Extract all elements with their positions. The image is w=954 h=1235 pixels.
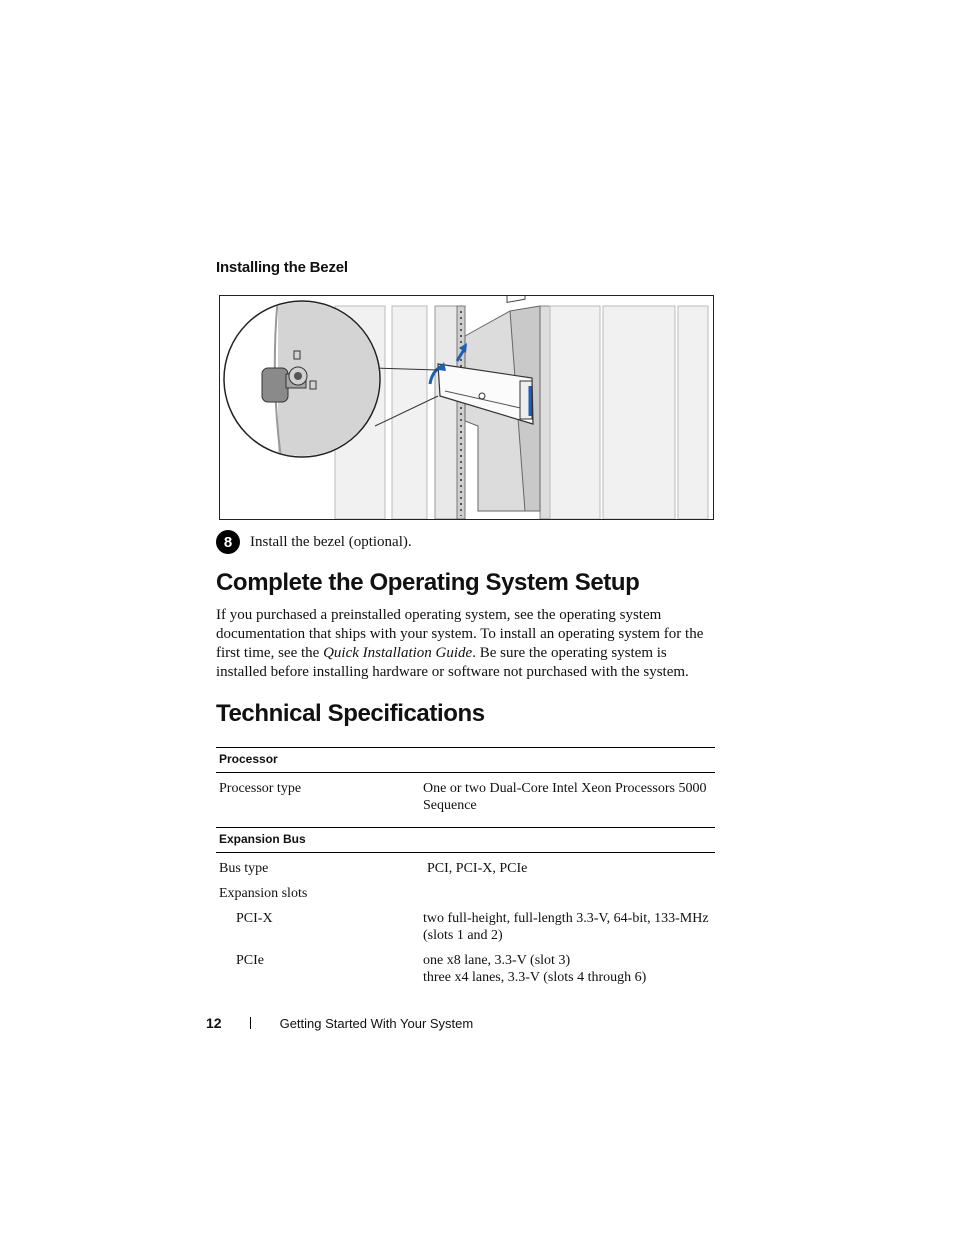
section-subheading: Installing the Bezel: [216, 259, 348, 276]
page-number: 12: [206, 1015, 222, 1031]
step-text: Install the bezel (optional).: [250, 533, 412, 550]
footer-title: Getting Started With Your System: [279, 1015, 474, 1031]
bus-type-row: [216, 860, 715, 877]
footer-divider: [250, 1017, 251, 1029]
heading-technical-specifications: Technical Specifications: [216, 700, 485, 727]
pcix-label: PCI-X: [236, 911, 273, 926]
bus-type-value: PCI, PCI-X, PCIe: [427, 861, 528, 876]
expansion-bus-section-header: Expansion Bus: [216, 827, 715, 853]
processor-type-value: One or two Dual-Core Intel Xeon Processors 5000 Sequence: [423, 781, 707, 813]
paragraph-text-1: If you purchased a preinstalled operating system, see the operating system documentation that ships with your system. To install an operating system for the first time, see the: [216, 607, 704, 661]
pcix-row: [216, 910, 715, 944]
pcie-row: [216, 952, 715, 986]
os-setup-paragraph: [216, 606, 716, 682]
paragraph-text-2: . Be sure the operating system is installed before installing hardware or software not purchased with the system.: [216, 645, 689, 680]
pcie-value: [423, 952, 715, 986]
pcix-value: two full-height, full-length 3.3-V, 64-bit, 133-MHz (slots 1 and 2): [423, 911, 709, 943]
quick-installation-guide-reference: Quick Installation Guide: [323, 645, 473, 661]
pcie-value-line-1: one x8 lane, 3.3-V (slot 3): [423, 953, 571, 968]
expansion-slots-label: Expansion slots: [219, 886, 308, 901]
processor-section-header: Processor: [216, 747, 715, 773]
specifications-table: [216, 747, 715, 986]
bus-type-label: Bus type: [219, 861, 269, 876]
step-number-badge: 8: [216, 530, 240, 554]
heading-os-setup: Complete the Operating System Setup: [216, 569, 640, 596]
bezel-installation-figure: [219, 295, 714, 520]
pcie-label: PCIe: [236, 953, 264, 968]
page-footer: [206, 1015, 473, 1031]
expansion-slots-row: [216, 885, 715, 902]
step-8: [216, 530, 412, 554]
pcie-value-line-2: three x4 lanes, 3.3-V (slots 4 through 6): [423, 970, 647, 985]
processor-type-row: [216, 780, 715, 814]
processor-type-label: Processor type: [219, 781, 302, 796]
bezel-illustration: [220, 296, 713, 519]
